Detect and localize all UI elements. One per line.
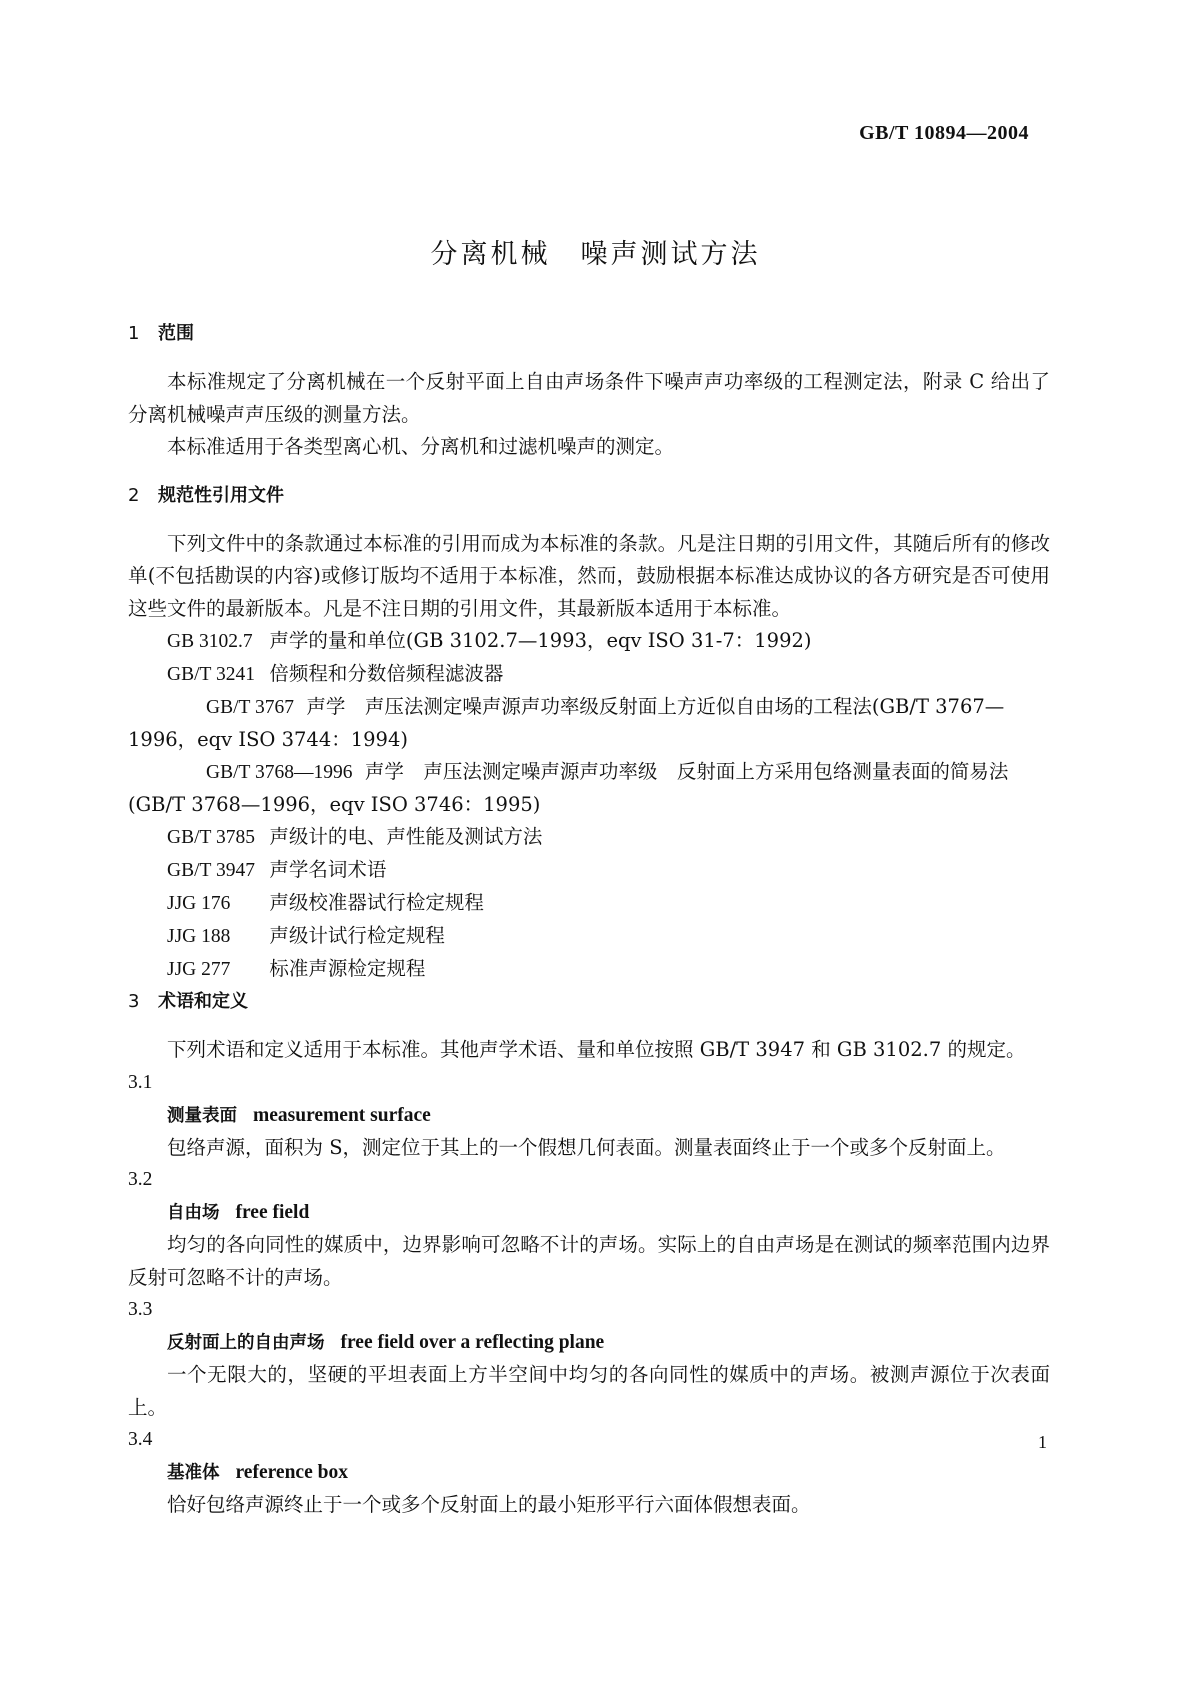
reference-item bbox=[128, 887, 1050, 920]
term-title bbox=[128, 1099, 1050, 1132]
reference-code: JJG 277 bbox=[167, 959, 231, 980]
term-number: 3.2 bbox=[128, 1169, 153, 1190]
reference-title: 声学 声压法测定噪声源声功率级 反射面上方采用包络测量表面的简易法(GB/T 3768—1996，eqv ISO 3746：1995) bbox=[128, 760, 1009, 816]
term-en: free field bbox=[235, 1202, 310, 1223]
paragraph: 下列术语和定义适用于本标准。其他声学术语、量和单位按照 GB/T 3947 和 GB 3102.7 的规定。 bbox=[167, 1038, 1026, 1061]
term-zh: 自由场 bbox=[167, 1203, 220, 1223]
section-title: 术语和定义 bbox=[158, 991, 248, 1012]
paragraph: 本标准适用于各类型离心机、分离机和过滤机噪声的测定。 bbox=[167, 435, 675, 458]
reference-title: 标准声源检定规程 bbox=[269, 957, 426, 980]
section-title: 规范性引用文件 bbox=[158, 484, 284, 506]
reference-item bbox=[128, 854, 1050, 887]
standard-code: GB/T 10894—2004 bbox=[859, 122, 1029, 144]
term-number: 3.4 bbox=[128, 1429, 153, 1450]
term-definition: 一个无限大的，坚硬的平坦表面上方半空间中均匀的各向同性的媒质中的声场。被测声源位于次表面上。 bbox=[128, 1363, 1050, 1419]
section-heading-3 bbox=[128, 986, 1050, 1018]
reference-code: JJG 176 bbox=[167, 893, 231, 914]
reference-code: GB 3102.7 bbox=[167, 631, 253, 652]
reference-title: 声学名词术语 bbox=[269, 858, 387, 881]
reference-title: 声学 声压法测定噪声源声功率级反射面上方近似自由场的工程法(GB/T 3767—1996，eqv ISO 3744：1994) bbox=[128, 695, 1005, 751]
section-heading-1 bbox=[128, 318, 1050, 350]
reference-item bbox=[128, 953, 1050, 986]
page-number: 1 bbox=[1038, 1432, 1047, 1452]
reference-title: 声级计的电、声性能及测试方法 bbox=[269, 825, 543, 848]
reference-title: 声级计试行检定规程 bbox=[269, 924, 445, 947]
reference-code: GB/T 3785 bbox=[167, 827, 255, 848]
term-title bbox=[128, 1456, 1050, 1489]
page-title: 分离机械 噪声测试方法 bbox=[430, 239, 761, 270]
term-number: 3.3 bbox=[128, 1299, 153, 1320]
term-zh: 基准体 bbox=[167, 1463, 220, 1483]
reference-item bbox=[128, 658, 1050, 691]
reference-item bbox=[128, 756, 1050, 821]
reference-code: GB/T 3767 bbox=[206, 697, 294, 718]
term-en: measurement surface bbox=[253, 1104, 431, 1126]
paragraph: 本标准规定了分离机械在一个反射平面上自由声场条件下噪声声功率级的工程测定法，附录 C 给出了分离机械噪声声压级的测量方法。 bbox=[128, 370, 1050, 426]
reference-item bbox=[128, 625, 1050, 658]
document-body bbox=[128, 318, 1050, 1522]
section-heading-2 bbox=[128, 480, 1050, 512]
reference-title: 倍频程和分数倍频程滤波器 bbox=[269, 662, 504, 685]
term-title bbox=[128, 1196, 1050, 1229]
section-title: 范围 bbox=[158, 323, 194, 344]
paragraph: 下列文件中的条款通过本标准的引用而成为本标准的条款。凡是注日期的引用文件，其随后所有的修改单(不包括勘误的内容)或修订版均不适用于本标准，然而，鼓励根据本标准达成协议的各方研究是否可使用这些文件的最新版本。凡是不注日期的引用文件，其最新版本适用于本标准。 bbox=[128, 531, 1050, 620]
reference-code: GB/T 3768—1996 bbox=[206, 762, 353, 783]
term-title bbox=[128, 1326, 1050, 1359]
term-en: free field over a reflecting plane bbox=[340, 1332, 605, 1353]
section-number: 3 bbox=[128, 991, 140, 1012]
section-number: 2 bbox=[128, 484, 140, 506]
reference-code: GB/T 3947 bbox=[167, 860, 255, 881]
reference-item bbox=[128, 821, 1050, 854]
reference-item bbox=[128, 691, 1050, 756]
term-zh: 反射面上的自由声场 bbox=[167, 1333, 325, 1353]
term-definition: 恰好包络声源终止于一个或多个反射面上的最小矩形平行六面体假想表面。 bbox=[167, 1493, 811, 1516]
term-zh: 测量表面 bbox=[167, 1105, 237, 1126]
section-number: 1 bbox=[128, 323, 140, 344]
reference-code: JJG 188 bbox=[167, 926, 231, 947]
term-definition: 均匀的各向同性的媒质中，边界影响可忽略不计的声场。实际上的自由声场是在测试的频率范围内边界反射可忽略不计的声场。 bbox=[128, 1233, 1050, 1289]
reference-code: GB/T 3241 bbox=[167, 664, 255, 685]
term-en: reference box bbox=[235, 1462, 348, 1483]
term-number: 3.1 bbox=[128, 1071, 153, 1093]
reference-title: 声学的量和单位(GB 3102.7—1993，eqv ISO 31-7：1992) bbox=[269, 629, 812, 652]
reference-title: 声级校准器试行检定规程 bbox=[269, 891, 484, 914]
reference-item bbox=[128, 920, 1050, 953]
term-definition: 包络声源，面积为 S，测定位于其上的一个假想几何表面。测量表面终止于一个或多个反射面上。 bbox=[167, 1135, 1006, 1159]
